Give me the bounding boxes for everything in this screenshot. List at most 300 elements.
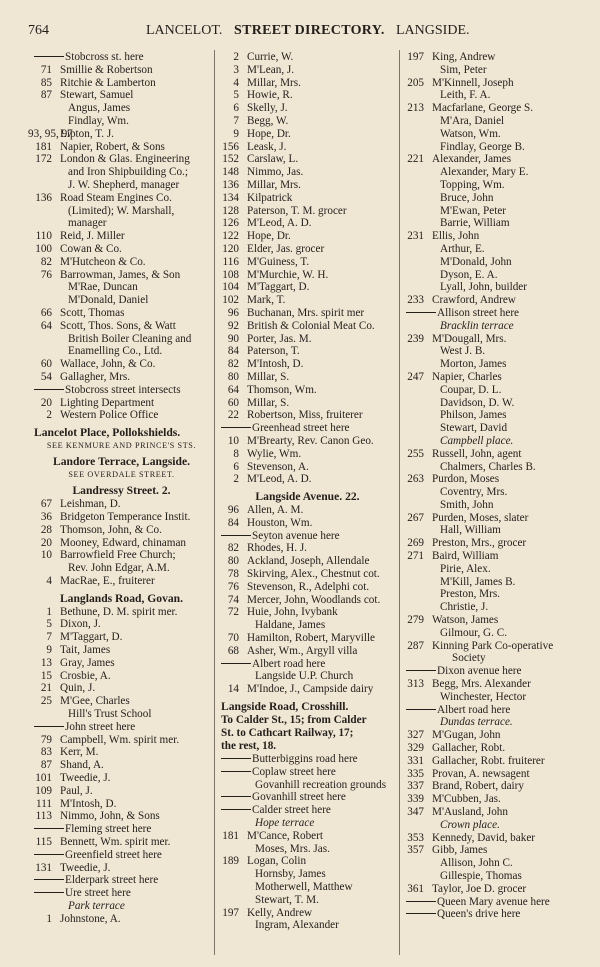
entry-text: M'Ausland, John [432,806,508,819]
directory-entry [215,409,400,422]
entry-text: Logan, Colin [247,855,307,868]
terrace-heading [400,320,590,333]
entry-text: M'Guiness, T. [247,255,310,268]
entry-text: M'Lean, J. [247,63,295,76]
continuation-line [400,857,590,870]
entry-text: Chalmers, Charles B. [440,460,536,473]
house-number: 128 [222,204,239,217]
entry-text: Currie, W. [247,51,294,63]
entry-text: Mark, T. [247,294,286,307]
house-number: 267 [407,511,424,524]
column-2 [215,51,400,951]
entry-text: Thomson, John, & Co. [60,523,162,536]
entry-text: M'Taggart, D. [247,281,310,294]
continuation-line [215,894,400,907]
entry-text: Queen's drive here [437,908,521,921]
entry-text: Stewart, Samuel [60,89,134,102]
directory-entry [215,281,400,294]
house-number: 213 [407,102,424,115]
entry-text: Arthur, E. [440,242,485,255]
house-number: 9 [46,644,52,657]
continuation-line [400,243,590,256]
entry-text: and Iron Shipbuilding Co.; [68,166,188,179]
entry-text: Dixon avenue here [437,665,522,678]
entry-text: Butterbiggins road here [252,753,358,766]
entry-text: M'Ara, Daniel [440,114,505,127]
continuation-line [28,294,215,307]
directory-entry [28,230,215,243]
house-number: 126 [222,217,239,230]
house-number: 92 [227,319,239,332]
entry-text: Stobcross street intersects [65,383,181,396]
entry-text: Lipton, T. J. [60,127,114,140]
continuation-line [215,619,400,632]
cross-street-line [28,721,215,734]
house-number: 136 [35,191,52,204]
directory-entry [28,575,215,588]
entry-text: John street here [65,720,136,733]
entry-text: M'Kinnell, Joseph [432,76,514,89]
entry-text: Kerr, M. [60,746,99,759]
house-number: 335 [407,767,424,780]
entry-text: M'Dougall, Mrs. [432,332,507,345]
directory-entry [215,473,400,486]
entry-text: Dyson, E. A. [440,268,498,281]
entry-text: Allison, John C. [440,857,513,870]
entry-text: M'Gugan, John [432,729,501,742]
entry-text: Purdon, Moses [432,473,500,486]
continuation-line [28,562,215,575]
house-number: 113 [35,810,52,823]
entry-text: M'Taggart, D. [60,631,123,644]
entry-text: Millar, Mrs. [247,76,301,89]
house-number: 152 [222,153,239,166]
entry-text: Hope, Dr. [247,230,291,243]
entry-text: M'Hutcheon & Co. [60,255,146,268]
house-number: 60 [40,358,52,371]
entry-text: Christie, J. [440,601,489,614]
entry-text: Society [452,652,486,665]
house-number: 82 [227,358,239,371]
directory-entry [28,371,215,384]
entry-text: M'Rae, Duncan [68,281,138,294]
entry-text: Carslaw, L. [247,153,299,166]
entry-text: M'Murchie, W. H. [247,268,329,281]
house-number: 84 [227,345,239,358]
continuation-line [400,166,590,179]
house-number: 115 [35,836,52,849]
entry-text: Leith, F. A. [440,89,491,102]
entry-text: Nimmo, John, & Sons [60,810,160,823]
house-number: 4 [46,574,52,587]
directory-entry [215,645,400,658]
directory-entry [28,631,215,644]
directory-entry [215,269,400,282]
directory-entry [28,89,215,102]
house-number: 134 [222,191,239,204]
house-number: 131 [35,861,52,874]
house-number: 10 [227,434,239,447]
continuation-line [28,217,215,230]
house-number: 271 [407,550,424,563]
entry-text: M'Donald, John [440,255,512,268]
house-number: 80 [227,555,239,568]
house-number: 82 [227,542,239,555]
street-subheading [215,740,400,753]
directory-entry [28,320,215,333]
directory-entry [215,256,400,269]
entry-text: Baird, William [432,550,499,563]
street-subheading [215,727,400,740]
continuation-line [28,115,215,128]
entry-text: Calder street here [252,804,331,817]
house-number: 82 [40,255,52,268]
cross-street-line [400,665,590,678]
directory-entry [400,448,590,461]
header-title: STREET DIRECTORY. [234,23,385,38]
entry-text: St. to Cathcart Railway, 17; [221,727,354,740]
cross-street-line [400,307,590,320]
directory-entry [28,524,215,537]
directory-entry [215,568,400,581]
entry-text: Barrie, William [440,217,510,230]
street-heading [215,699,400,714]
cross-street-line [400,896,590,909]
cross-street-line [215,658,400,671]
house-number: 85 [40,76,52,89]
entry-text: Howie, R. [247,89,293,102]
entry-text: Millar, Mrs. [247,178,301,191]
directory-entry [28,243,215,256]
house-number: 287 [407,639,424,652]
cross-street-line [400,908,590,921]
directory-entry [215,333,400,346]
directory-entry [28,77,215,90]
entry-text: Alexander, Mary E. [440,166,529,179]
entry-text: MacRae, E., fruiterer [60,574,155,587]
entry-text: Cowan & Co. [60,242,122,255]
entry-text: Alexander, James [432,153,512,166]
entry-text: M'Leod, A. D. [247,473,312,486]
continuation-line [400,128,590,141]
continuation-line [400,601,590,614]
entry-text: M'Brearty, Rev. Canon Geo. [247,434,374,447]
entry-text: SEE KENMURE AND PRINCE'S STS. [46,441,197,451]
directory-entry [400,614,590,627]
entry-text: London & Glas. Engineering [60,153,190,166]
continuation-line [400,499,590,512]
directory-entry [215,243,400,256]
house-number: 4 [233,76,239,89]
directory-entry [400,153,590,166]
terrace-heading [400,819,590,832]
house-number: 5 [233,89,239,102]
directory-entry [28,670,215,683]
terrace-heading [400,435,590,448]
directory-entry [400,640,590,653]
entry-text: Rhodes, H. J. [247,542,307,555]
entry-text: Crawford, Andrew [432,294,516,307]
directory-entry [28,256,215,269]
house-number: 13 [40,656,52,669]
house-number: 353 [407,831,424,844]
entry-text: Stobcross st. here [65,51,144,63]
house-number: 120 [222,242,239,255]
entry-text: Hall, William [440,524,501,537]
entry-text: Govanhill recreation grounds [255,778,387,791]
directory-entry [28,772,215,785]
continuation-line [400,870,590,883]
entry-text: Ingram, Alexander [255,919,339,932]
house-number: 6 [233,102,239,115]
entry-text: Brand, Robert, dairy [432,780,524,793]
directory-entry [28,785,215,798]
directory-entry [400,729,590,742]
entry-text: M'Leod, A. D. [247,217,312,230]
entry-text: Govanhill street here [252,791,346,804]
house-number: 72 [227,606,239,619]
entry-text: Allison street here [437,306,520,319]
directory-entry [28,862,215,875]
entry-text: Smith, John [440,498,494,511]
continuation-line [400,141,590,154]
cross-street-line [28,384,215,397]
page-header [0,20,600,42]
entry-text: Preston, Mrs., grocer [432,537,527,550]
house-number: 87 [40,89,52,102]
entry-text: Millar, S. [247,370,290,383]
continuation-line [400,652,590,665]
entry-text: Philson, James [440,409,507,422]
entry-text: Crosbie, A. [60,669,111,682]
house-number: 71 [40,63,52,76]
cross-street-line [215,530,400,543]
continuation-line [400,576,590,589]
directory-entry [215,217,400,230]
continuation-line [400,345,590,358]
directory-entry [28,810,215,823]
entry-text: Hope, Dr. [247,127,291,140]
house-number: 122 [222,230,239,243]
entry-text: Millar, S. [247,396,290,409]
continuation-line [400,358,590,371]
directory-entry [215,345,400,358]
house-number: 269 [407,537,424,550]
house-number: 96 [227,504,239,517]
directory-entry [215,397,400,410]
house-number: 148 [222,166,239,179]
entry-text: Allen, A. M. [247,504,304,517]
house-number: 54 [40,370,52,383]
street-heading [28,483,215,498]
directory-entry [215,384,400,397]
house-number: 337 [407,780,424,793]
continuation-line [400,256,590,269]
entry-text: Fleming street here [65,823,152,836]
house-number: 116 [222,255,239,268]
entry-text: Seyton avenue here [252,529,340,542]
entry-text: Johnstone, A. [60,912,121,925]
directory-entry [215,51,400,64]
directory-entry [215,448,400,461]
entry-text: Bennett, Wm. spirit mer. [60,836,171,849]
directory-entry [28,307,215,320]
directory-entry [400,371,590,384]
house-number: 313 [407,678,424,691]
continuation-line [400,281,590,294]
entry-text: Robertson, Miss, fruiterer [247,409,363,422]
continuation-line [400,397,590,410]
directory-entry [215,128,400,141]
entry-text: Skelly, J. [247,102,288,115]
directory-entry [400,806,590,819]
house-number: 331 [407,754,424,767]
continuation-line [400,422,590,435]
house-number: 110 [35,230,52,243]
directory-entry [28,269,215,282]
entry-text: Paul, J. [60,784,93,797]
entry-text: Macfarlane, George S. [432,102,534,115]
entry-text: Elder, Jas. grocer [247,242,325,255]
entry-text: Langside Road, Crosshill. [221,700,349,714]
directory-entry [28,128,215,141]
entry-text: Western Police Office [60,409,159,422]
entry-text: Lighting Department [60,396,155,409]
directory-entry [400,755,590,768]
entry-text: Dundas terrace. [440,716,513,729]
house-number: 347 [407,806,424,819]
entry-text: Provan, A. newsagent [432,767,530,780]
house-number: 263 [407,473,424,486]
entry-text: Kennedy, David, baker [432,831,536,844]
house-number: 197 [222,906,239,919]
entry-text: Barrowman, James, & Son [60,268,181,281]
house-number: 10 [40,549,52,562]
street-heading [28,425,215,440]
entry-text: Ure street here [65,887,131,900]
cross-street-line [215,766,400,779]
house-number: 87 [40,759,52,772]
entry-text: Gray, James [60,656,115,669]
continuation-line [28,179,215,192]
entry-text: Napier, Charles [432,370,502,383]
directory-entry [28,511,215,524]
house-number: 78 [227,568,239,581]
house-number: 239 [407,332,424,345]
entry-text: manager [68,217,107,230]
directory-entry [400,294,590,307]
directory-entry [215,320,400,333]
cross-street-line [28,51,215,64]
entry-text: Watson, Wm. [440,127,501,140]
entry-text: Road Steam Engines Co. [60,191,172,204]
house-number: 205 [407,76,424,89]
entry-text: Pirie, Alex. [440,562,491,575]
entry-text: Kilpatrick [247,191,293,204]
house-number: 221 [407,153,424,166]
directory-entry [28,141,215,154]
directory-entry [215,504,400,517]
cross-street-line [28,874,215,887]
house-number: 28 [40,523,52,536]
entry-text: Gilmour, G. C. [440,626,507,639]
entry-text: Reid, J. Miller [60,230,125,243]
house-number: 7 [233,114,239,127]
entry-text: Park terrace [68,900,125,913]
house-number: 20 [40,396,52,409]
house-number: 172 [35,153,52,166]
entry-text: Preston, Mrs. [440,588,500,601]
house-number: 76 [40,268,52,281]
entry-text: Wylie, Wm. [247,447,302,460]
directory-entry [400,77,590,90]
cross-street-line [215,804,400,817]
directory-entry [28,153,215,166]
directory-entry [400,473,590,486]
column-1 [28,51,215,951]
directory-entry [400,832,590,845]
entry-text: Wallace, John, & Co. [60,358,156,371]
directory-entry [215,830,400,843]
entry-text: Gibb, James [432,844,488,857]
directory-entry [215,230,400,243]
entry-text: Gallagher, Mrs. [60,370,131,383]
house-number: 136 [222,178,239,191]
continuation-line [400,269,590,282]
directory-entry [215,64,400,77]
directory-entry [400,230,590,243]
entry-text: Bridgeton Temperance Instit. [60,510,191,523]
entry-text: Houston, Wm. [247,516,313,529]
house-number: 15 [40,669,52,682]
continuation-line [400,64,590,77]
directory-entry [28,358,215,371]
directory-entry [28,64,215,77]
directory-entry [215,461,400,474]
entry-text: Lancelot Place, Pollokshields. [34,426,181,440]
entry-text: Russell, John, agent [432,447,522,460]
directory-entry [215,371,400,384]
directory-entry [400,793,590,806]
entry-text: King, Andrew [432,51,496,63]
continuation-line [28,102,215,115]
entry-text: Paterson, T. M. grocer [247,204,347,217]
house-number: 255 [407,447,424,460]
house-number: 181 [222,829,239,842]
directory-entry [215,594,400,607]
house-number: 70 [227,632,239,645]
directory-entry [28,549,215,562]
entry-text: To Calder St., 15; from Calder [221,714,367,727]
entry-text: Bracklin terrace [440,319,514,332]
directory-entry [215,606,400,619]
cross-street-line [215,753,400,766]
entry-text: Smillie & Robertson [60,63,153,76]
house-number: 2 [233,473,239,486]
continuation-line [400,588,590,601]
entry-text: Coupar, D. L. [440,383,502,396]
directory-entry [215,89,400,102]
house-number: 68 [227,644,239,657]
house-number: 111 [36,797,52,810]
house-number: 64 [40,319,52,332]
entry-text: Langlands Road, Govan. [59,591,184,605]
entry-text: Taylor, Joe D. grocer [432,882,527,895]
entry-text: British Boiler Cleaning and [68,332,192,345]
cross-street-line [28,849,215,862]
directory-entry [400,768,590,781]
house-number: 102 [222,294,239,307]
